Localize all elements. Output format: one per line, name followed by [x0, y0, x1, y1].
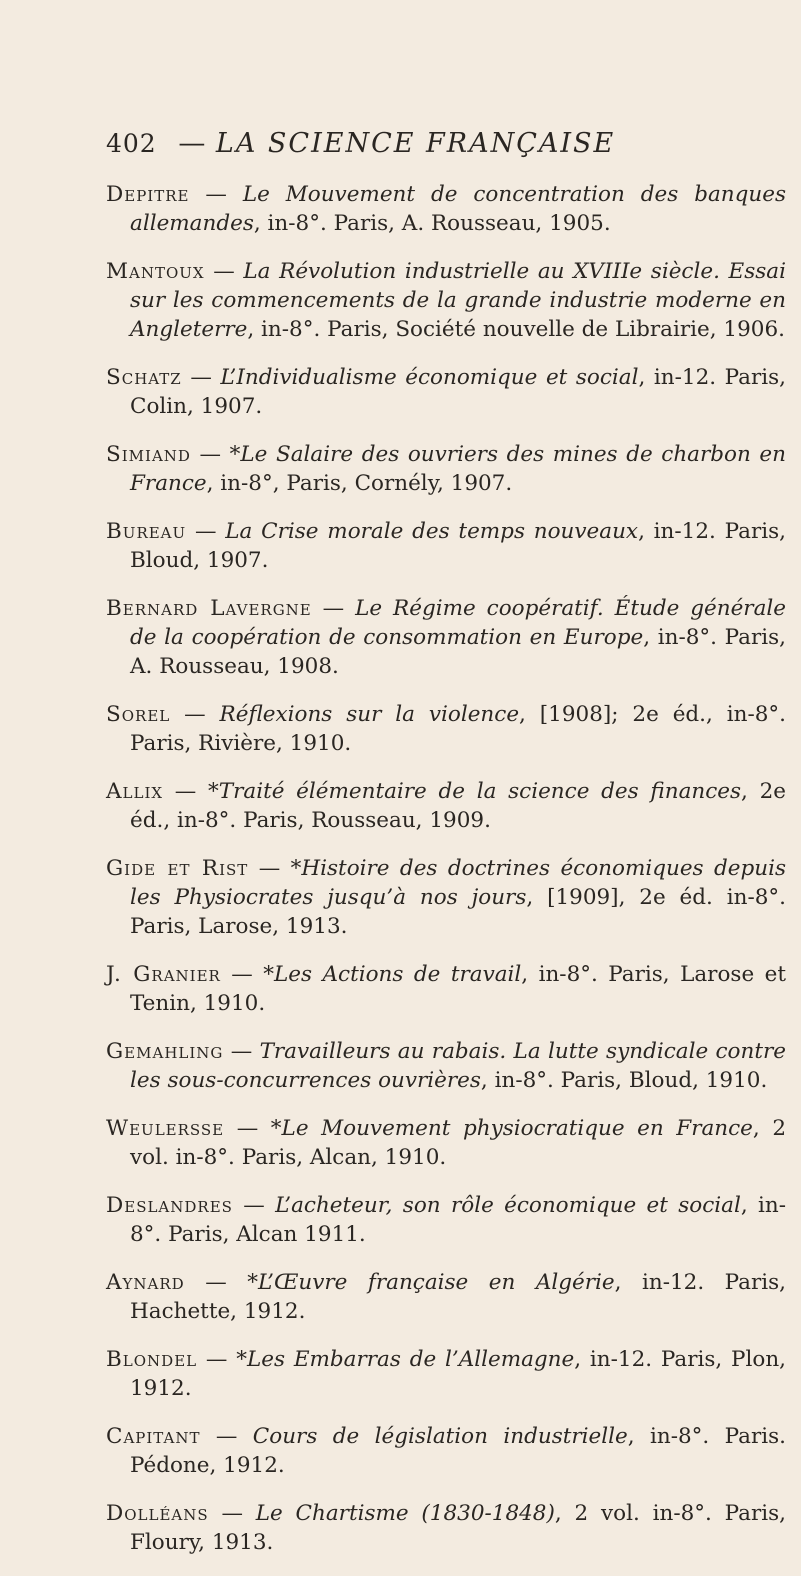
entry-author: Dolléans — [106, 1501, 209, 1526]
bibliography-entry — [106, 854, 786, 941]
entry-separator: — — [223, 1039, 260, 1064]
page-number: 402 — [106, 129, 157, 158]
entry-author: Depitre — [106, 182, 190, 207]
bibliography-entry — [106, 777, 786, 835]
entry-details: , 2e éd., in-8°. Paris, Rousseau, 1909. — [130, 779, 787, 833]
entry-details: , in-8°. Paris, A. Rousseau, 1908. — [130, 625, 786, 679]
entry-separator: — * — [184, 1270, 258, 1295]
entry-title: Les Actions de travail — [274, 962, 522, 987]
entry-author: J. Granier — [106, 962, 221, 987]
entry-title: Le Mouvement physiocratique en France — [281, 1116, 753, 1141]
entry-separator: — * — [190, 442, 241, 467]
entry-separator: — — [232, 1193, 276, 1218]
entry-details: , in-8°. Paris, Bloud, 1910. — [480, 1068, 768, 1093]
entry-details: , in-12. Paris, Hachette, 1912. — [130, 1270, 787, 1324]
entry-author: Mantoux — [106, 259, 205, 284]
entry-separator: — * — [224, 1116, 282, 1141]
entry-details: , [1908]; 2e éd., in-8°. Paris, Rivière, 1910. — [130, 702, 786, 756]
entry-details: , 2 vol. in-8°. Paris, Floury, 1913. — [130, 1501, 786, 1555]
entry-title: Histoire des doctrines économiques depuis les Physiocrates jusqu’à nos jours — [130, 856, 787, 910]
bibliography-entry — [106, 1114, 786, 1172]
entry-title: Traité élémentaire de la science des finances — [218, 779, 742, 804]
header-separator: — — [178, 128, 207, 159]
entry-details: , in-12. Paris, Colin, 1907. — [130, 365, 786, 419]
bibliography-entry — [106, 257, 786, 344]
running-title: LA SCIENCE FRANÇAISE — [215, 128, 616, 159]
entry-separator: — — [200, 1424, 253, 1449]
entry-details: , in-8°. Paris, Larose et Tenin, 1910. — [130, 962, 786, 1016]
entry-title: Réflexions sur la violence — [219, 702, 520, 727]
entry-author: Bureau — [106, 519, 187, 544]
entry-title: Le Salaire des ouvriers des mines de charbon en France — [130, 442, 787, 496]
entry-separator: — * — [163, 779, 219, 804]
bibliography-entry — [106, 1499, 786, 1557]
entry-author: Blondel — [106, 1347, 198, 1372]
entry-author: Schatz — [106, 365, 182, 390]
entry-title: L’Œuvre française en Algérie — [257, 1270, 615, 1295]
entry-details: , 2 vol. in-8°. Paris, Alcan, 1910. — [130, 1116, 786, 1170]
bibliography-entry — [106, 1268, 786, 1326]
entry-separator: — — [204, 259, 244, 284]
entry-details: , in-8°, Paris, Cornély, 1907. — [206, 471, 513, 496]
entry-separator: — * — [197, 1347, 247, 1372]
entry-author: Deslandres — [106, 1193, 233, 1218]
entry-title: Le Régime coopératif. Étude générale de la coopération de consommation en Europe — [130, 596, 786, 650]
entry-title: Le Chartisme (1830-1848) — [255, 1501, 555, 1526]
entry-separator: — — [170, 702, 220, 727]
entry-title: L’acheteur, son rôle économique et social — [275, 1193, 741, 1218]
bibliography-entry — [106, 700, 786, 758]
bibliography-entry — [106, 363, 786, 421]
entry-author: Gemahling — [106, 1039, 224, 1064]
entry-title: Les Embarras de l’Allemagne — [247, 1347, 575, 1372]
bibliography-entry — [106, 1191, 786, 1249]
entry-title: La Crise morale des temps nouveaux — [225, 519, 639, 544]
bibliography-entry — [106, 1422, 786, 1480]
bibliography-list — [106, 180, 786, 1576]
entry-author: Bernard Lavergne — [106, 596, 312, 621]
entry-author: Capitant — [106, 1424, 201, 1449]
entry-separator: — — [311, 596, 356, 621]
entry-separator: — * — [248, 856, 302, 881]
running-header — [106, 128, 615, 159]
entry-details: , in-12. Paris, Bloud, 1907. — [130, 519, 786, 573]
entry-title: La Révolution industrielle au XVIIIe siècle. Essai sur les commencements de la grande industrie moderne en Angleterre — [130, 259, 787, 342]
bibliography-entry — [106, 1345, 786, 1403]
bibliography-entry — [106, 1037, 786, 1095]
bibliography-entry — [106, 594, 786, 681]
bibliography-entry — [106, 440, 786, 498]
entry-details: , in-8°. Paris, Alcan 1911. — [130, 1193, 787, 1247]
entry-separator: — — [189, 182, 243, 207]
entry-author: Weulersse — [106, 1116, 225, 1141]
entry-details: , [1909], 2e éd. in-8°. Paris, Larose, 1913. — [130, 885, 786, 939]
entry-author: Aynard — [106, 1270, 185, 1295]
entry-separator: — * — [220, 962, 275, 987]
entry-author: Gide et Rist — [106, 856, 249, 881]
bibliography-entry — [106, 960, 786, 1018]
bibliography-entry — [106, 180, 786, 238]
entry-author: Sorel — [106, 702, 171, 727]
entry-author: Allix — [106, 779, 164, 804]
entry-author: Simiand — [106, 442, 191, 467]
entry-title: Cours de législation industrielle — [252, 1424, 628, 1449]
bibliography-entry — [106, 517, 786, 575]
entry-separator: — — [208, 1501, 256, 1526]
entry-details: , in-8°. Paris, A. Rousseau, 1905. — [253, 211, 611, 236]
entry-title: Travailleurs au rabais. La lutte syndicale contre les sous-concurrences ouvrières — [130, 1039, 786, 1093]
entry-details: , in-8°. Paris, Société nouvelle de Librairie, 1906. — [247, 317, 785, 342]
entry-title: L’Individualisme économique et social — [220, 365, 639, 390]
entry-details: , in-8°. Paris. Pédone, 1912. — [130, 1424, 786, 1478]
entry-details: , in-12. Paris, Plon, 1912. — [130, 1347, 787, 1401]
entry-separator: — — [181, 365, 221, 390]
entry-title: Le Mouvement de concentration des banques allemandes — [130, 182, 787, 236]
entry-separator: — — [186, 519, 226, 544]
